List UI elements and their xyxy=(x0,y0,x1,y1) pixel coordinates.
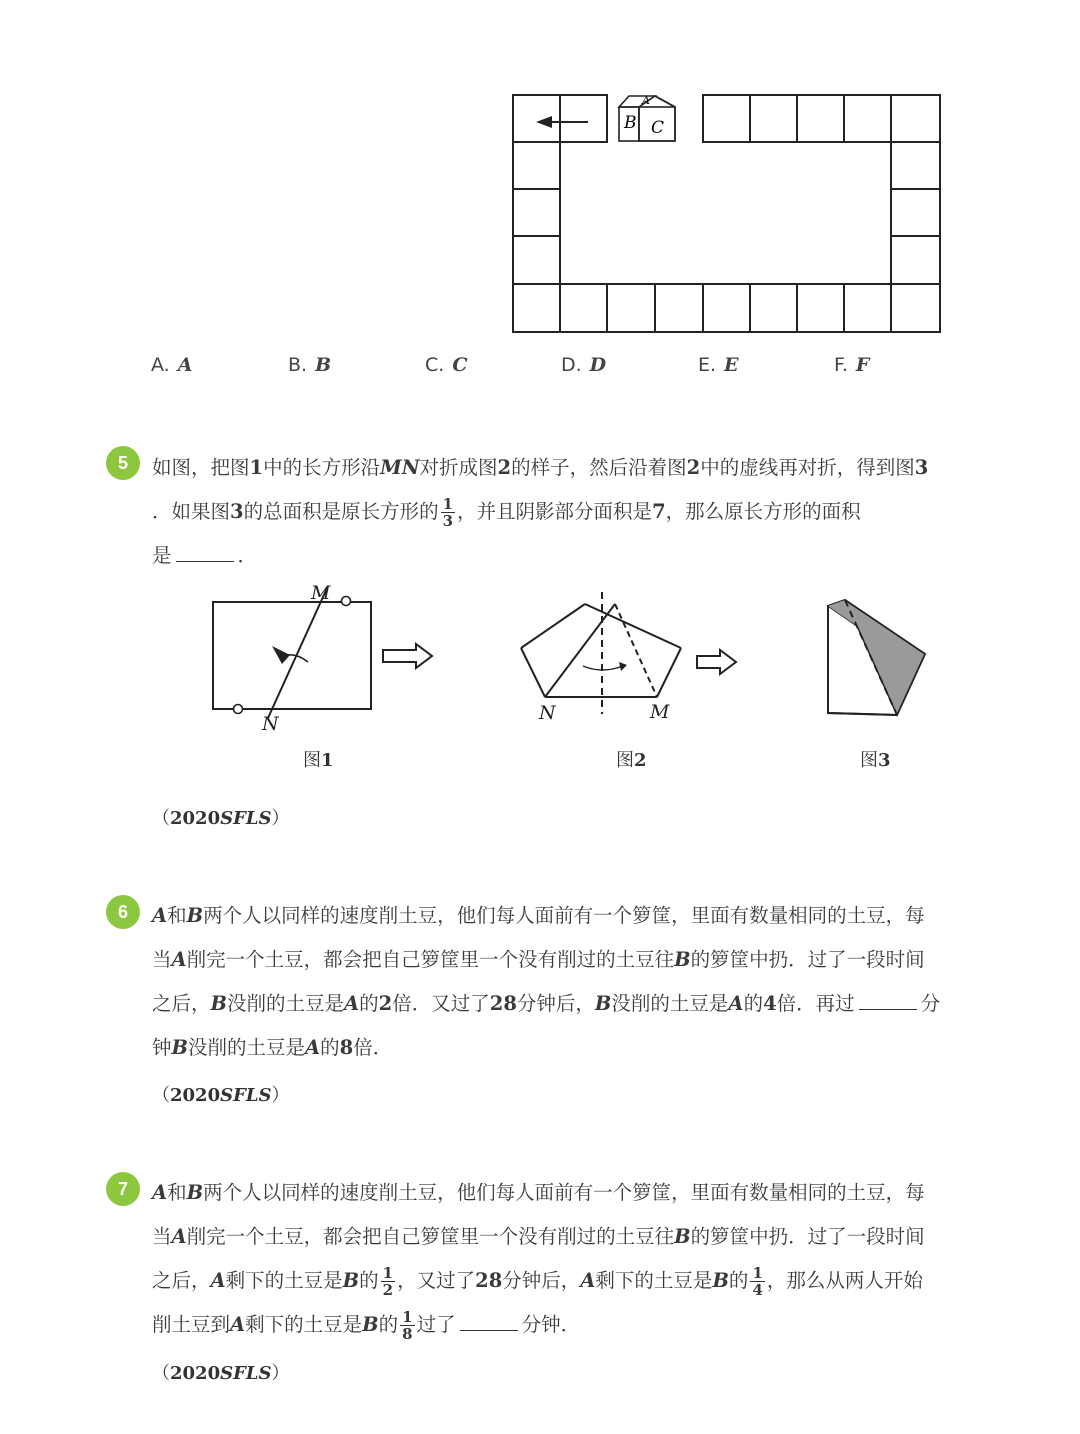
figure-1-caption: 图1 xyxy=(303,750,334,771)
right-arrow-icon xyxy=(380,642,436,670)
figure-1 xyxy=(200,580,390,740)
option-d[interactable] xyxy=(561,354,606,376)
fig1-label-n: N xyxy=(262,713,279,735)
q6-line-3: 之后，B没削的土豆是A的2倍．又过了28分钟后，B没削的土豆是A的4倍．再过 分 xyxy=(152,982,940,1026)
option-c[interactable] xyxy=(425,354,467,376)
option-value: C xyxy=(452,354,468,376)
option-key: C. xyxy=(425,354,445,376)
question-source: （2020SFLS） xyxy=(152,1363,290,1384)
option-key: E. xyxy=(698,354,717,376)
cube-label-front: C xyxy=(651,118,665,138)
q5-line-2: ．如果图3的总面积是原长方形的 $\frac{1}{3}$ ，并且阴影部分面积是7，那么原长方形的面积 xyxy=(152,495,861,530)
question-number-badge: 5 xyxy=(106,446,140,480)
q7-line-4: 削土豆到A剩下的土豆是B的 $\frac{1}{8}$ 过了 分钟． xyxy=(152,1308,581,1343)
answer-blank[interactable] xyxy=(176,541,234,562)
fig1-label-m: M xyxy=(311,582,331,604)
q7-line-2: 当A削完一个土豆，都会把自己箩筐里一个没有削过的土豆往B的箩筐中扔．过了一段时间 xyxy=(152,1225,925,1248)
question-source: （2020SFLS） xyxy=(152,808,290,829)
q7-line-3: 之后，A剩下的土豆是B的 $\frac{1}{2}$ ，又过了28分钟后，A剩下的土豆是B的 $\frac{1}{4}$ ，那么从两人开始 xyxy=(152,1264,923,1299)
q6-line-4: 钟B没削的土豆是A的8倍． xyxy=(152,1036,393,1059)
q6-line-1: A和B两个人以同样的速度削土豆，他们每人面前有一个箩筐，里面有数量相同的土豆，每 xyxy=(152,904,925,927)
option-value: B xyxy=(315,354,332,376)
q5-line-1: 如图，把图1中的长方形沿MN对折成图2的样子，然后沿着图2中的虚线再对折，得到图3 xyxy=(152,456,929,479)
option-value: A xyxy=(177,354,193,376)
question-number-badge: 6 xyxy=(106,895,140,929)
fraction: $\frac{1}{4}$ xyxy=(752,1264,763,1299)
answer-blank[interactable] xyxy=(859,989,917,1010)
q7-line-1: A和B两个人以同样的速度削土豆，他们每人面前有一个箩筐，里面有数量相同的土豆，每 xyxy=(152,1181,925,1204)
fraction: $\frac{1}{8}$ xyxy=(402,1308,413,1343)
option-f[interactable] xyxy=(834,354,869,376)
question-source: （2020SFLS） xyxy=(152,1085,290,1106)
right-arrow-icon xyxy=(694,648,740,676)
option-a[interactable] xyxy=(151,354,192,376)
answer-blank[interactable] xyxy=(460,1310,518,1331)
option-value: E xyxy=(724,354,739,376)
question-number-badge: 7 xyxy=(106,1172,140,1206)
option-key: B. xyxy=(288,354,308,376)
figure-3 xyxy=(815,590,935,730)
option-key: A. xyxy=(151,354,170,376)
option-b[interactable] xyxy=(288,354,331,376)
fraction: $\frac{1}{3}$ xyxy=(442,495,454,530)
option-e[interactable] xyxy=(698,354,739,376)
option-value: D xyxy=(589,354,607,376)
fig2-label-m: M xyxy=(650,701,670,723)
option-value: F xyxy=(855,354,870,376)
board-figure xyxy=(500,85,950,340)
fig2-label-n: N xyxy=(539,702,556,724)
figure-3-caption: 图3 xyxy=(860,750,891,771)
fraction: $\frac{1}{2}$ xyxy=(382,1264,394,1299)
figure-2-caption: 图2 xyxy=(616,750,647,771)
figure-2 xyxy=(505,590,695,730)
option-key: D. xyxy=(561,354,582,376)
cube-label-left: B xyxy=(624,113,637,133)
cube-label-top: A xyxy=(642,94,650,107)
q5-line-3: 是 ． xyxy=(152,534,257,578)
option-key: F. xyxy=(834,354,848,376)
left-arrow-icon xyxy=(536,116,588,128)
q6-line-2: 当A削完一个土豆，都会把自己箩筐里一个没有削过的土豆往B的箩筐中扔．过了一段时间 xyxy=(152,948,925,971)
